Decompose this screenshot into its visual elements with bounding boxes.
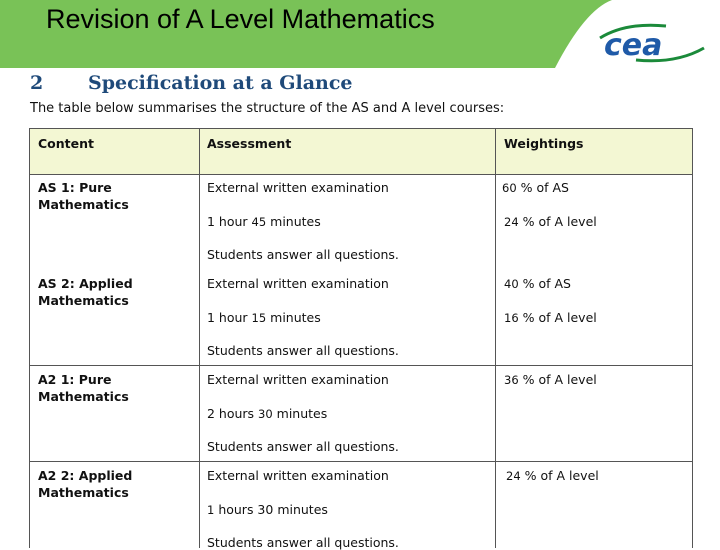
header-divider [29, 174, 693, 175]
row2-note: Students answer all questions. [207, 343, 399, 358]
column-divider-2 [495, 128, 496, 548]
section-heading [30, 72, 353, 94]
header-weightings: Weightings [504, 136, 584, 151]
row3-weighting-1: 36 % of A level [504, 372, 597, 387]
cea-logo [596, 20, 708, 66]
header-assessment: Assessment [207, 136, 292, 151]
logo-text: cea [604, 28, 663, 63]
slide-title: Revision of A Level Mathematics [46, 4, 435, 34]
table-border-top [29, 128, 693, 129]
specification-table [29, 128, 693, 548]
row1-exam: External written examination [207, 180, 389, 195]
row2-weighting-1: 40 % of AS [504, 276, 571, 291]
table-border-left [29, 128, 30, 548]
row2-content-line2: Mathematics [38, 293, 129, 308]
row2-duration: 1 hour 15 minutes [207, 310, 321, 325]
row2-exam: External written examination [207, 276, 389, 291]
row1-content-line1: AS 1: Pure [38, 180, 112, 195]
row3-exam: External written examination [207, 372, 389, 387]
row3-duration: 2 hours 30 minutes [207, 406, 328, 421]
row1-weighting-1: 60 % of AS [502, 180, 569, 195]
row2-content-line1: AS 2: Applied [38, 276, 133, 291]
row1-content-line2: Mathematics [38, 197, 129, 212]
row1-duration: 1 hour 45 minutes [207, 214, 321, 229]
section-number: 2 [30, 72, 44, 94]
row1-note: Students answer all questions. [207, 247, 399, 262]
row4-content-line2: Mathematics [38, 485, 129, 500]
table-border-right [692, 128, 693, 548]
row1-weighting-2: 24 % of A level [504, 214, 597, 229]
section-title: Specification at a Glance [88, 72, 353, 94]
column-divider-1 [199, 128, 200, 548]
intro-text: The table below summarises the structure of the AS and A level courses: [30, 101, 505, 116]
table-header-background [29, 128, 693, 174]
row3-content-line2: Mathematics [38, 389, 129, 404]
row4-duration: 1 hours 30 minutes [207, 502, 328, 517]
row-divider-2 [29, 365, 693, 366]
row-divider-3 [29, 461, 693, 462]
row3-note: Students answer all questions. [207, 439, 399, 454]
header-content: Content [38, 136, 94, 151]
row4-exam: External written examination [207, 468, 389, 483]
row4-content-line1: A2 2: Applied [38, 468, 133, 483]
row3-content-line1: A2 1: Pure [38, 372, 112, 387]
row4-note: Students answer all questions. [207, 535, 399, 550]
row2-weighting-2: 16 % of A level [504, 310, 597, 325]
row4-weighting-1: 24 % of A level [506, 468, 599, 483]
